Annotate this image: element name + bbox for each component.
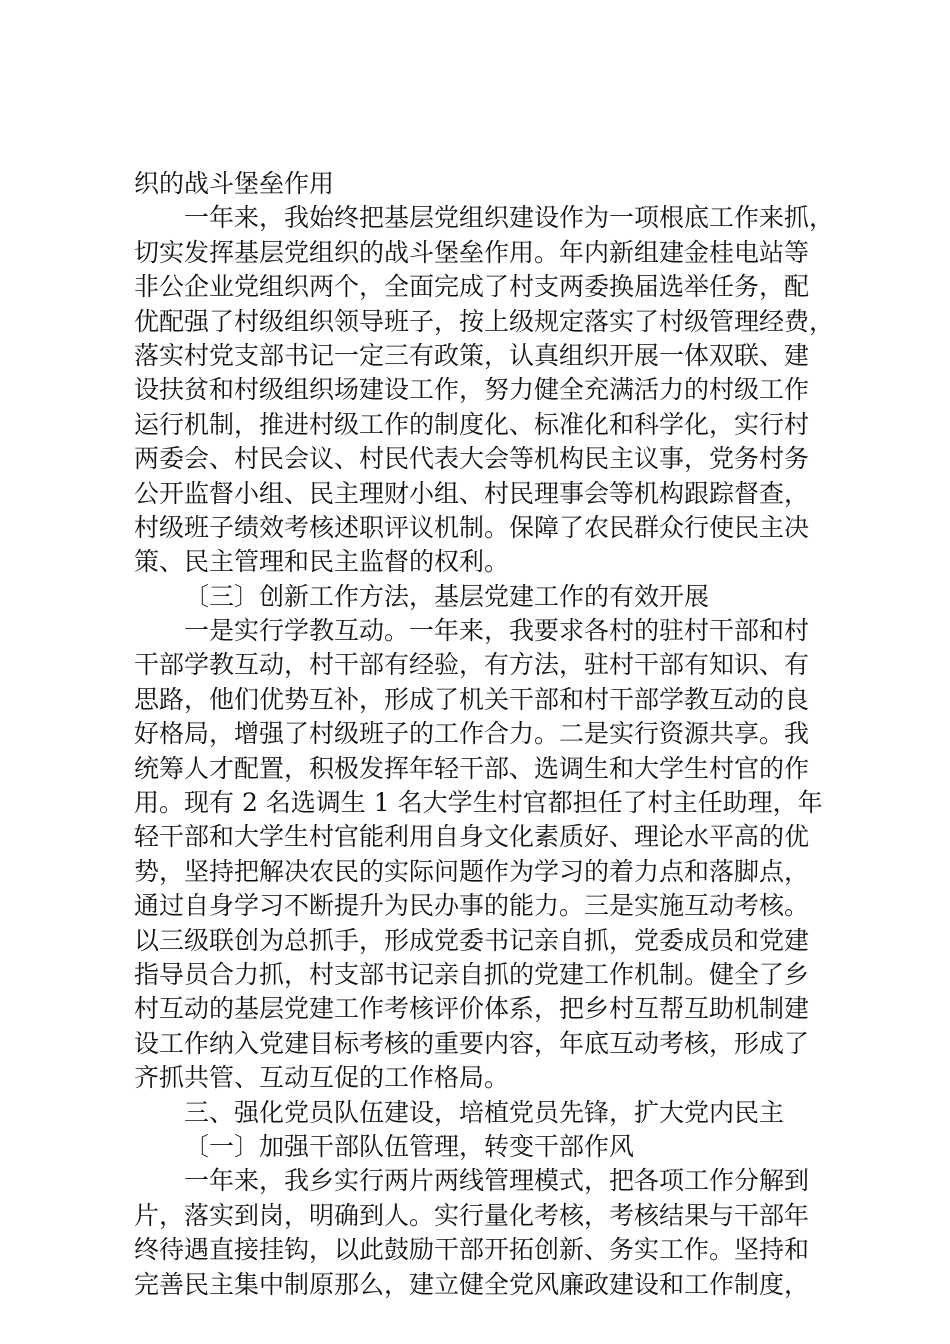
- text-line: 运行机制，推进村级工作的制度化、标准化和科学化，实行村: [134, 409, 810, 439]
- text-line: 用。现有 2 名选调生 1 名大学生村官都担任了村主任助理，年: [134, 788, 823, 818]
- text-line: 一年来，我乡实行两片两线管理模式，把各项工作分解到: [184, 1166, 810, 1196]
- text-line: 通过自身学习不断提升为民办事的能力。三是实施互动考核。: [134, 891, 810, 921]
- text-line: 公开监督小组、民主理财小组、村民理事会等机构跟踪督查，: [134, 478, 810, 508]
- text-line: 片，落实到岗，明确到人。实行量化考核，考核结果与干部年: [134, 1200, 810, 1230]
- text-line: 一年来，我始终把基层党组织建设作为一项根底工作来抓，: [184, 203, 835, 233]
- text-line: 落实村党支部书记一定三有政策，认真组织开展一体双联、建: [134, 340, 810, 370]
- text-line: 统筹人才配置，积极发挥年轻干部、选调生和大学生村官的作: [134, 753, 810, 783]
- text-line: 织的战斗堡垒作用: [134, 169, 335, 198]
- document-body: [134, 167, 834, 1302]
- text-line: 一是实行学教互动。一年来，我要求各村的驻村干部和村: [184, 616, 810, 646]
- text-line: 势，坚持把解决农民的实际问题作为学习的着力点和落脚点，: [134, 856, 810, 886]
- text-line: 齐抓共管、互动互促的工作格局。: [134, 1063, 510, 1093]
- text-line: 完善民主集中制原那么，建立健全党风廉政建设和工作制度，: [134, 1269, 810, 1299]
- text-line: 三、强化党员队伍建设，培植党员先锋，扩大党内民主: [184, 1097, 785, 1127]
- text-line: 指导员合力抓，村支部书记亲自抓的党建工作机制。健全了乡: [134, 959, 810, 989]
- text-line: 优配强了村级组织领导班子，按上级规定落实了村级管理经费，: [134, 306, 835, 336]
- text-line: 设扶贫和村级组织场建设工作，努力健全充满活力的村级工作: [134, 375, 810, 405]
- text-line: 轻干部和大学生村官能利用自身文化素质好、理论水平高的优: [134, 822, 810, 852]
- text-line: 好格局，增强了村级班子的工作合力。二是实行资源共享。我: [134, 719, 810, 749]
- text-line: 村互动的基层党建工作考核评价体系，把乡村互帮互助机制建: [134, 994, 810, 1024]
- text-line: 〔一〕加强干部队伍管理，转变干部作风: [184, 1131, 635, 1161]
- text-line: 以三级联创为总抓手，形成党委书记亲自抓，党委成员和党建: [134, 925, 810, 955]
- text-line: 〔三〕创新工作方法，基层党建工作的有效开展: [184, 581, 710, 611]
- text-line: 两委会、村民会议、村民代表大会等机构民主议事，党务村务: [134, 444, 810, 474]
- text-line: 终待遇直接挂钩，以此鼓励干部开拓创新、务实工作。坚持和: [134, 1235, 810, 1265]
- text-line: 村级班子绩效考核述职评议机制。保障了农民群众行使民主决: [134, 512, 810, 542]
- text-line: 策、民主管理和民主监督的权利。: [134, 547, 510, 577]
- text-line: 思路，他们优势互补，形成了机关干部和村干部学教互动的良: [134, 684, 810, 714]
- text-line: 设工作纳入党建目标考核的重要内容，年底互动考核，形成了: [134, 1028, 810, 1058]
- text-line: 切实发挥基层党组织的战斗堡垒作用。年内新组建金桂电站等: [134, 237, 810, 267]
- text-line: 干部学教互动，村干部有经验，有方法，驻村干部有知识、有: [134, 650, 810, 680]
- text-line: 非公企业党组织两个，全面完成了村支两委换届选举任务，配: [134, 272, 810, 302]
